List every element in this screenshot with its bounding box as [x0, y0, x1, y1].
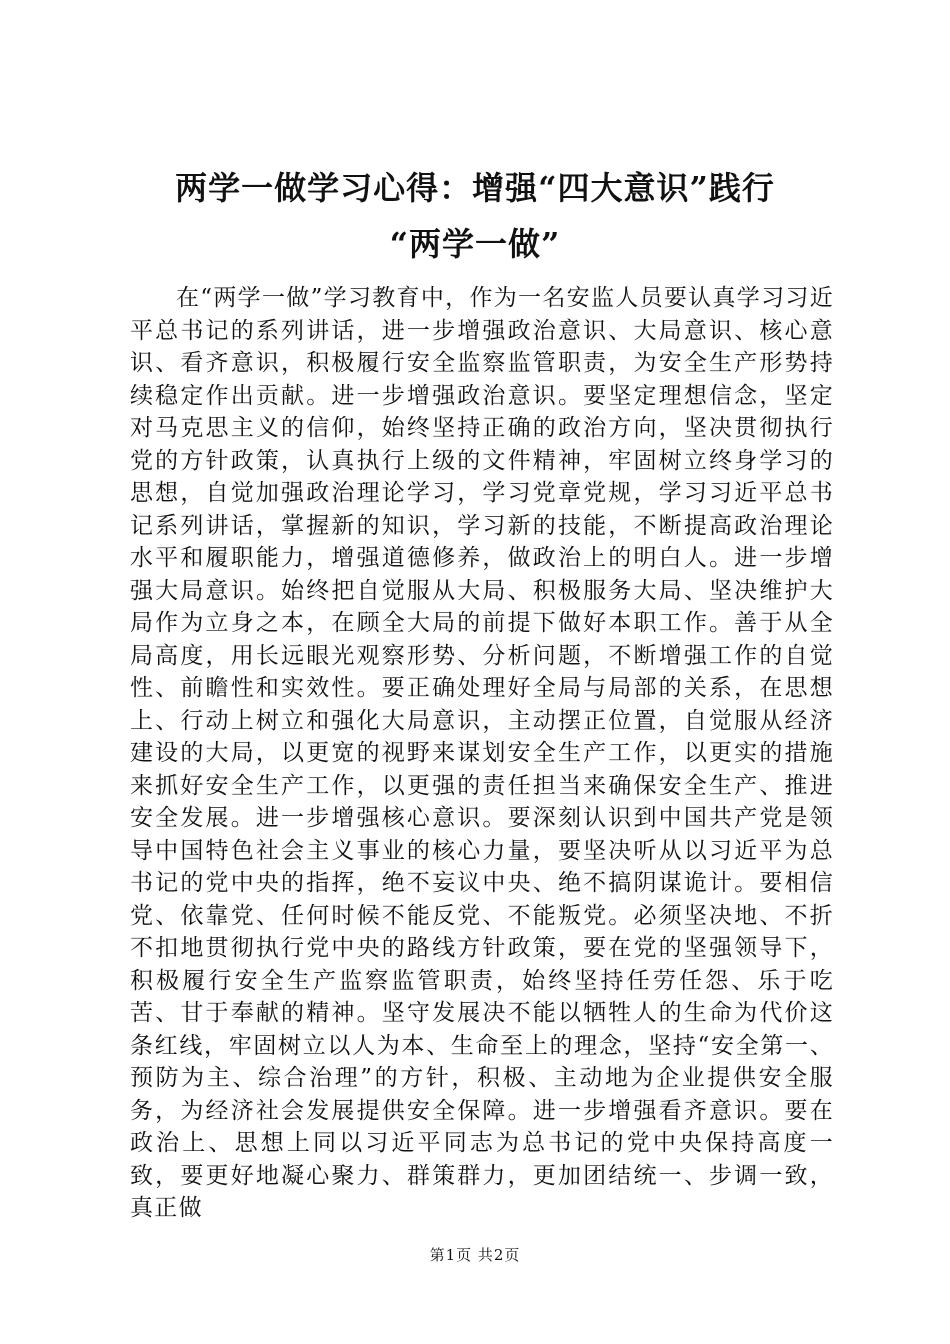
page-footer: 第1页 共2页: [429, 1246, 521, 1264]
document-title: [100, 160, 850, 272]
title-line-1: 两学一做学习心得：增强“四大意识”践行: [175, 169, 775, 207]
title-line-2: “两学一做”: [389, 225, 561, 263]
body-paragraph: 在“两学一做”学习教育中，作为一名安监人员要认真学习习近平总书记的系列讲话，进一步增强政治意识、大局意识、核心意识、看齐意识，积极履行安全监察监管职责，为安全生产形势持续稳定作出贡献。进一步增强政治意识。要坚定理想信念，坚定对马克思主义的信仰，始终坚持正确的政治方向，坚决贯彻执行党的方针政策，认真执行上级的文件精神，牢固树立终身学习的思想，自觉加强政治理论学习，学习党章党规，学习习近平总书记系列讲话，掌握新的知识，学习新的技能，不断提高政治理论水平和履职能力，增强道德修养，做政治上的明白人。进一步增强大局意识。始终把自觉服从大局、积极服务大局、坚决维护大局作为立身之本，在顾全大局的前提下做好本职工作。善于从全局高度，用长远眼光观察形势、分析问题，不断增强工作的自觉性、前瞻性和实效性。要正确处理好全局与局部的关系，在思想上、行动上树立和强化大局意识，主动摆正位置，自觉服从经济建设的大局，以更宽的视野来谋划安全生产工作，以更实的措施来抓好安全生产工作，以更强的责任担当来确保安全生产、推进安全发展。进一步增强核心意识。要深刻认识到中国共产党是领导中国特色社会主义事业的核心力量，要坚决听从以习近平为总书记的党中央的指挥，绝不妄议中央、绝不搞阴谋诡计。要相信党、依靠党、任何时候不能反党、不能叛党。必须坚决地、不折不扣地贯彻执行党中央的路线方针政策，要在党的坚强领导下，积极履行安全生产监察监管职责，始终坚持任劳任怨、乐于吃苦、甘于奉献的精神。坚守发展决不能以牺牲人的生命为代价这条红线，牢固树立以人为本、生命至上的理念，坚持“安全第一、预防为主、综合治理”的方针，积极、主动地为企业提供安全服务，为经济社会发展提供安全保障。进一步增强看齐意识。要在政治上、思想上同以习近平同志为总书记的党中央保持高度一致，要更好地凝心聚力、群策群力，更加团结统一、步调一致，真正做: [130, 285, 834, 1221]
